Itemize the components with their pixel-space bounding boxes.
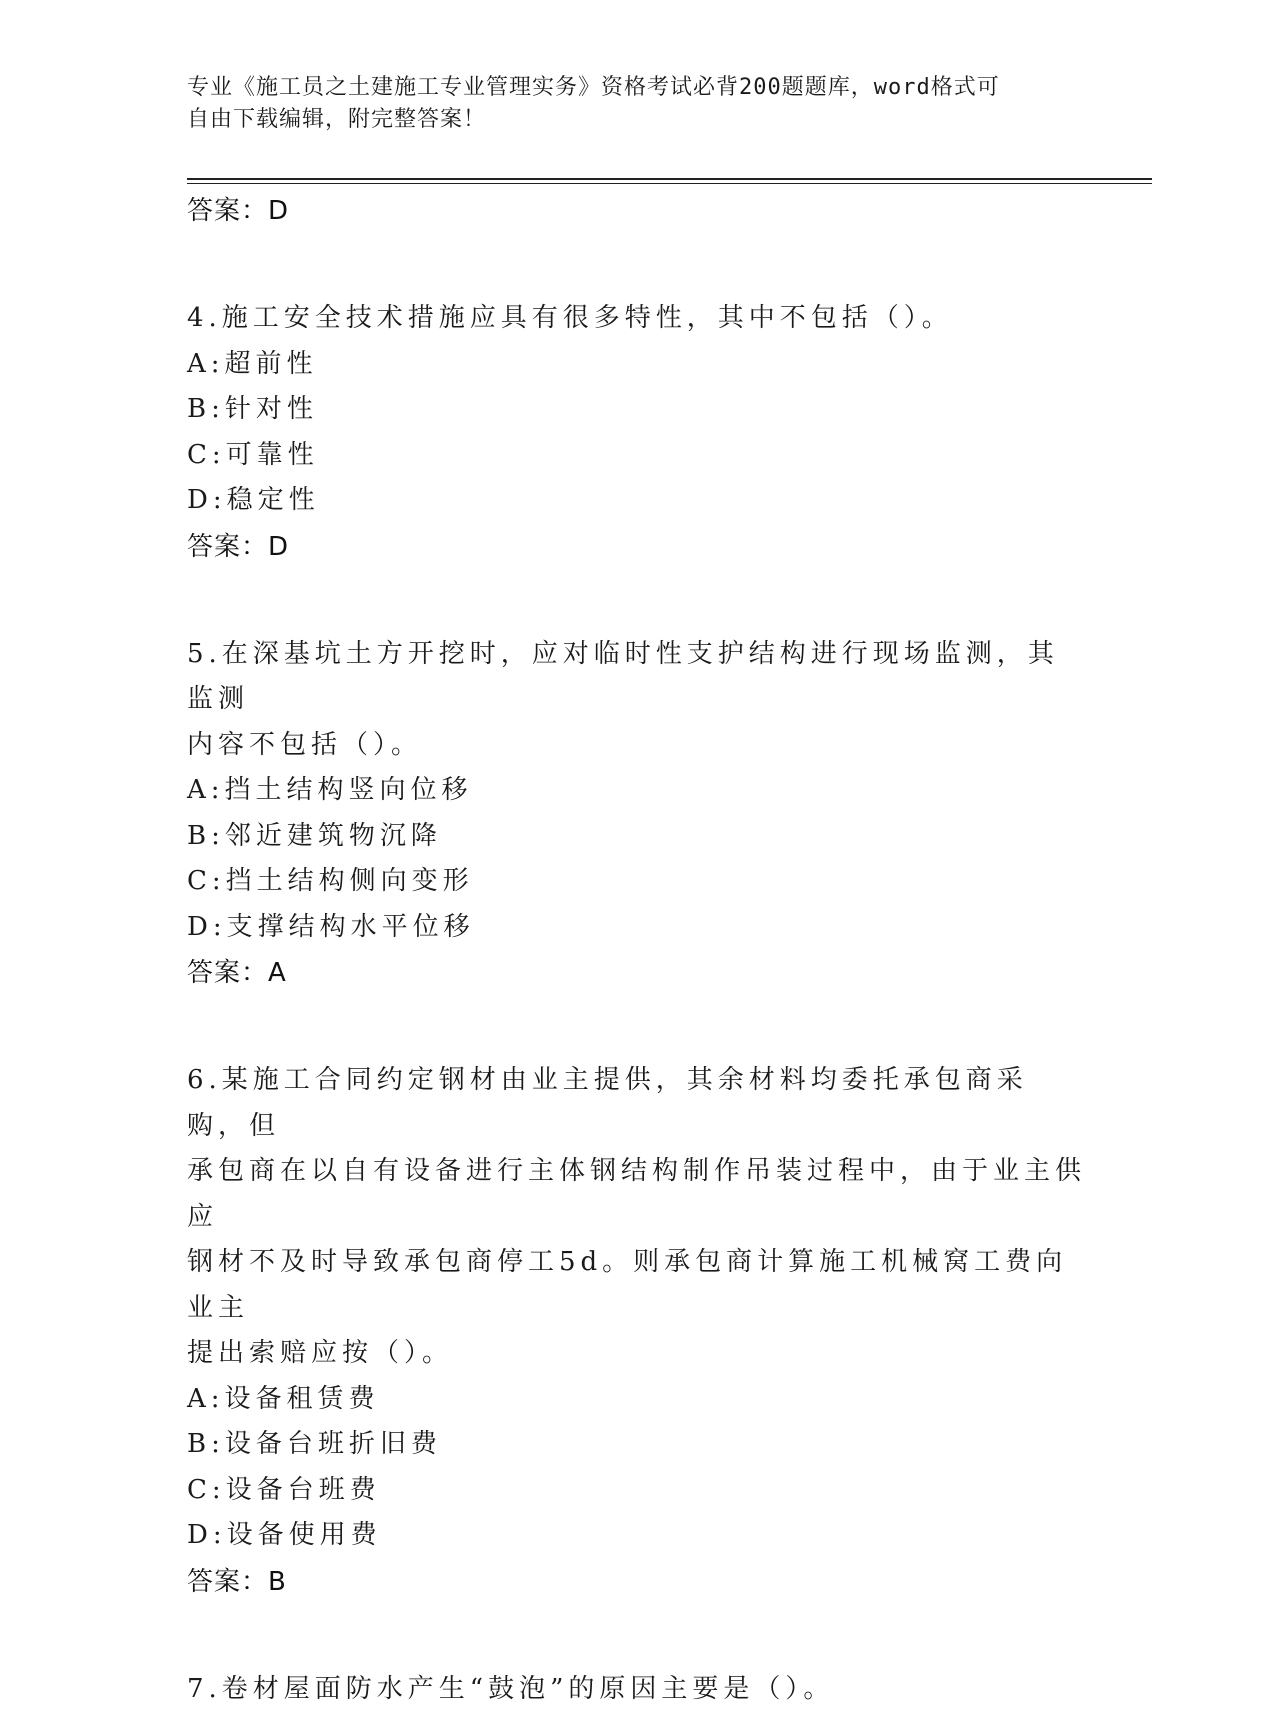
- question-text-line-1: 6.某施工合同约定钢材由业主提供，其余材料均委托承包商采购，但: [187, 1058, 1087, 1149]
- question-block: [187, 1058, 1087, 1605]
- option-b: B:针对性: [187, 387, 1087, 433]
- question-block: [187, 296, 1087, 570]
- question-list: [187, 188, 1087, 1712]
- option-d: D:稳定性: [187, 478, 1087, 524]
- question-text-line-2: 内容不包括（）。: [187, 723, 1087, 769]
- block-spacer: [187, 1605, 1087, 1667]
- question-text-line-4: 提出索赔应按（）。: [187, 1331, 1087, 1377]
- option-c: C:挡土结构侧向变形: [187, 859, 1087, 905]
- option-c: C:设备台班费: [187, 1468, 1087, 1514]
- option-d: D:设备使用费: [187, 1513, 1087, 1559]
- option-a: A:超前性: [187, 342, 1087, 388]
- answer-line: 答案：A: [187, 950, 1087, 996]
- header-rule-thin: [187, 183, 1152, 184]
- option-c: C:可靠性: [187, 433, 1087, 479]
- block-spacer: [187, 570, 1087, 632]
- question-text-line-1: 5.在深基坑土方开挖时，应对临时性支护结构进行现场监测，其监测: [187, 632, 1087, 723]
- header-line-2: 自由下载编辑，附完整答案！: [187, 104, 1087, 136]
- answer-line: 答案：D: [187, 188, 1087, 234]
- page-header: [187, 72, 1087, 136]
- option-b: B:设备台班折旧费: [187, 1422, 1087, 1468]
- block-spacer: [187, 996, 1087, 1058]
- question-block: [187, 1667, 1087, 1712]
- answer-line: 答案：B: [187, 1559, 1087, 1605]
- option-a: A:挡土结构竖向位移: [187, 768, 1087, 814]
- question-text: 7.卷材屋面防水产生“鼓泡”的原因主要是（）。: [187, 1667, 1087, 1712]
- block-spacer: [187, 234, 1087, 296]
- option-a: A:设备租赁费: [187, 1377, 1087, 1423]
- option-b: B:邻近建筑物沉降: [187, 814, 1087, 860]
- header-line-1: 专业《施工员之土建施工专业管理实务》资格考试必背200题题库，word格式可: [187, 72, 1087, 104]
- answer-line: 答案：D: [187, 524, 1087, 570]
- option-d: D:支撑结构水平位移: [187, 905, 1087, 951]
- question-block: [187, 632, 1087, 997]
- question-text-line-2: 承包商在以自有设备进行主体钢结构制作吊装过程中，由于业主供应: [187, 1149, 1087, 1240]
- question-text-line-3: 钢材不及时导致承包商停工5d。则承包商计算施工机械窝工费向业主: [187, 1240, 1087, 1331]
- question-text: 4.施工安全技术措施应具有很多特性，其中不包括（）。: [187, 296, 1087, 342]
- header-rule-thick: [187, 178, 1152, 180]
